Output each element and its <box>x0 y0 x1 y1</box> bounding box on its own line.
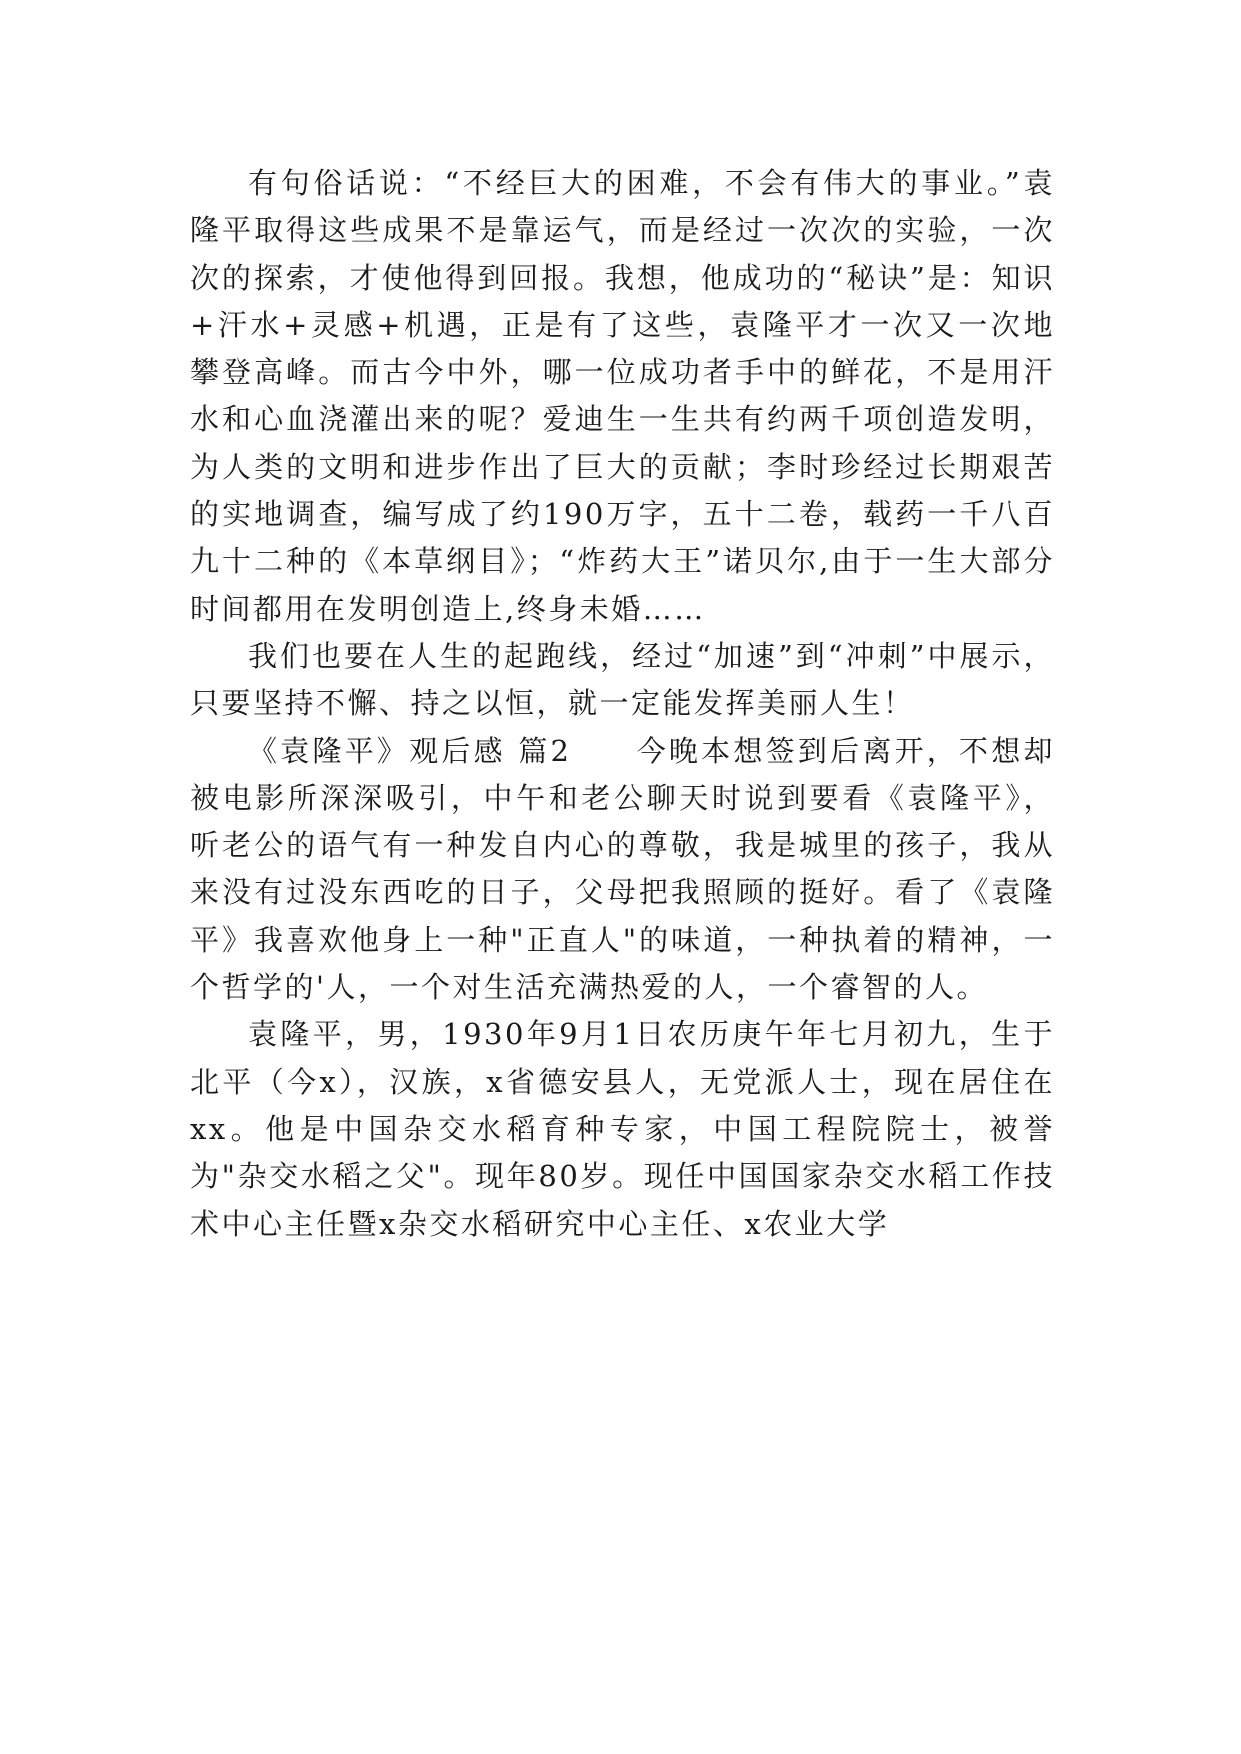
paragraph-starting-line: 我们也要在人生的起跑线，经过“加速”到“冲刺”中展示，只要坚持不懈、持之以恒，就一定能发挥美丽人生！ <box>190 638 1055 721</box>
paragraph-review-part-2: 《袁隆平》观后感 篇2 今晚本想签到后离开，不想却被电影所深深吸引，中午和老公聊天时说到要看《袁隆平》，听老公的语气有一种发自内心的尊敬，我是城里的孩子，我从来没有过没东西吃的日子，父母把我照顾的挺好。看了《袁隆平》我喜欢他身上一种"正直人"的味道，一种执着的精神，一个哲学的'人，一个对生活充满热爱的人，一个睿智的人。 <box>190 733 1055 1005</box>
document-body <box>190 160 1055 1248</box>
paragraph-biography: 袁隆平，男，1930年9月1日农历庚午年七月初九，生于北平（今x），汉族，x省德安县人，无党派人士，现在居住在xx。他是中国杂交水稻育种专家，中国工程院院士，被誉为"杂交水稻之父"。现年80岁。现任中国国家杂交水稻工作技术中心主任暨x杂交水稻研究中心主任、x农业大学 <box>190 1017 1055 1241</box>
paragraph-success-secret: 有句俗话说：“不经巨大的困难，不会有伟大的事业。”袁隆平取得这些成果不是靠运气，而是经过一次次的实验，一次次的探索，才使他得到回报。我想，他成功的“秘诀”是：知识+汗水+灵感+机遇，正是有了这些，袁隆平才一次又一次地攀登高峰。而古今中外，哪一位成功者手中的鲜花，不是用汗水和心血浇灌出来的呢？爱迪生一生共有约两千项创造发明，为人类的文明和进步作出了巨大的贡献；李时珍经过长期艰苦的实地调查，编写成了约190万字，五十二卷，载药一千八百九十二种的《本草纲目》；“炸药大王”诺贝尔,由于一生大部分时间都用在发明创造上,终身未婚…… <box>190 166 1055 626</box>
